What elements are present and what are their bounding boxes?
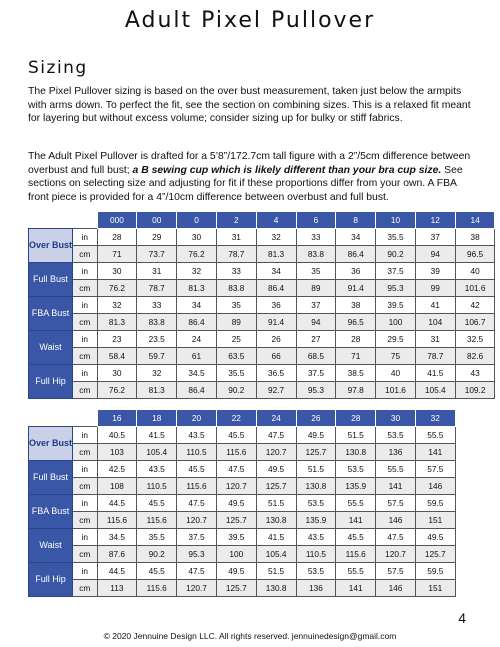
measurement-value: 32 [256, 229, 296, 246]
table-row [29, 229, 495, 246]
size-header: 24 [256, 410, 296, 427]
measurement-value: 99 [415, 280, 455, 297]
measurement-value: 34.5 [177, 365, 217, 382]
size-header: 000 [97, 212, 137, 229]
table-row [29, 546, 456, 563]
size-header: 6 [296, 212, 336, 229]
measurement-value: 47.5 [376, 529, 416, 546]
size-header: 12 [415, 212, 455, 229]
measurement-value: 35.5 [376, 229, 416, 246]
measurement-value: 47.5 [256, 427, 296, 444]
unit-label: cm [73, 246, 98, 263]
measurement-value: 136 [296, 580, 336, 597]
size-header: 16 [97, 410, 137, 427]
measurement-label: Waist [29, 331, 73, 365]
unit-label: in [73, 563, 98, 580]
measurement-value: 125.7 [216, 580, 256, 597]
measurement-value: 106.7 [455, 314, 495, 331]
measurement-value: 36 [256, 297, 296, 314]
measurement-value: 89 [216, 314, 256, 331]
measurement-value: 120.7 [177, 580, 217, 597]
measurement-value: 83.8 [216, 280, 256, 297]
measurement-value: 81.3 [137, 382, 177, 399]
measurement-value: 43.5 [296, 529, 336, 546]
measurement-value: 45.5 [137, 495, 177, 512]
measurement-value: 43.5 [137, 461, 177, 478]
sizing-intro-paragraph: The Pixel Pullover sizing is based on the over bust measurement, taken just below the armpits with arms down. To perfect the fit, see the section on combining sizes. This is a relaxed fit meant for layering but without excess volume; consider sizing up for bulky or stiff fabrics. [28, 86, 471, 125]
measurement-value: 47.5 [177, 563, 217, 580]
measurement-value: 40 [376, 365, 416, 382]
measurement-value: 41.5 [137, 427, 177, 444]
unit-label: in [73, 263, 98, 280]
measurement-value: 146 [415, 478, 455, 495]
table-row [29, 348, 495, 365]
measurement-value: 100 [216, 546, 256, 563]
measurement-value: 43 [455, 365, 495, 382]
table-row [29, 246, 495, 263]
measurement-label: Over Bust [29, 229, 73, 263]
measurement-value: 105.4 [256, 546, 296, 563]
measurement-value: 53.5 [296, 563, 336, 580]
measurement-value: 86.4 [177, 382, 217, 399]
measurement-value: 86.4 [256, 280, 296, 297]
measurement-value: 115.6 [336, 546, 376, 563]
measurement-value: 120.7 [177, 512, 217, 529]
measurement-value: 49.5 [415, 529, 455, 546]
measurement-value: 37 [415, 229, 455, 246]
measurement-value: 120.7 [256, 444, 296, 461]
page-title: Adult Pixel Pullover [124, 8, 376, 33]
size-chart-large [28, 409, 456, 597]
measurement-value: 66 [256, 348, 296, 365]
drafting-text-end: See sections on selecting size and adjusting for fit if these proportions differ from your own. A FBA front piece is provided for a 4”/10cm difference between overbust and full bust. [28, 164, 463, 203]
measurement-value: 57.5 [376, 495, 416, 512]
measurement-value: 59.5 [415, 563, 455, 580]
measurement-value: 135.9 [336, 478, 376, 495]
measurement-value: 115.6 [216, 444, 256, 461]
measurement-label: Over Bust [29, 427, 73, 461]
measurement-value: 57.5 [415, 461, 455, 478]
measurement-value: 51.5 [296, 461, 336, 478]
measurement-label: Full Hip [29, 563, 73, 597]
measurement-value: 135.9 [296, 512, 336, 529]
measurement-value: 44.5 [97, 495, 137, 512]
header-spacer [29, 410, 73, 427]
section-heading: Sizing [28, 58, 88, 78]
measurement-value: 94 [296, 314, 336, 331]
measurement-label: Full Hip [29, 365, 73, 399]
measurement-value: 29 [137, 229, 177, 246]
unit-label: cm [73, 580, 98, 597]
measurement-value: 90.2 [216, 382, 256, 399]
table-row [29, 580, 456, 597]
drafting-text-start: The Adult Pixel Pullover is drafted for a 5’8”/172.7cm tall figure with a 2”/5cm difference between overbust and full bust; [28, 151, 471, 176]
size-header-row [29, 212, 495, 229]
measurement-value: 31 [415, 331, 455, 348]
unit-label: in [73, 331, 98, 348]
measurement-value: 59.5 [415, 495, 455, 512]
measurement-value: 83.8 [296, 246, 336, 263]
header-spacer [73, 410, 98, 427]
table-row [29, 382, 495, 399]
measurement-value: 113 [97, 580, 137, 597]
size-chart-small [28, 211, 495, 399]
measurement-value: 29.5 [376, 331, 416, 348]
unit-label: in [73, 427, 98, 444]
measurement-value: 42 [455, 297, 495, 314]
measurement-value: 49.5 [216, 563, 256, 580]
measurement-value: 35.5 [137, 529, 177, 546]
measurement-value: 90.2 [137, 546, 177, 563]
measurement-value: 96.5 [455, 246, 495, 263]
measurement-value: 26 [256, 331, 296, 348]
measurement-value: 33 [216, 263, 256, 280]
table-row [29, 280, 495, 297]
measurement-value: 38 [336, 297, 376, 314]
measurement-value: 41 [415, 297, 455, 314]
unit-label: cm [73, 444, 98, 461]
measurement-value: 33 [296, 229, 336, 246]
size-header: 10 [376, 212, 416, 229]
measurement-value: 94 [415, 246, 455, 263]
size-header: 18 [137, 410, 177, 427]
measurement-value: 47.5 [177, 495, 217, 512]
measurement-value: 49.5 [216, 495, 256, 512]
measurement-value: 82.6 [455, 348, 495, 365]
size-header: 22 [216, 410, 256, 427]
measurement-value: 83.8 [137, 314, 177, 331]
measurement-value: 78.7 [415, 348, 455, 365]
measurement-value: 57.5 [376, 563, 416, 580]
measurement-value: 115.6 [177, 478, 217, 495]
measurement-value: 28 [336, 331, 376, 348]
unit-label: in [73, 461, 98, 478]
measurement-value: 55.5 [415, 427, 455, 444]
measurement-value: 24 [177, 331, 217, 348]
measurement-value: 34 [177, 297, 217, 314]
unit-label: cm [73, 348, 98, 365]
measurement-value: 90.2 [376, 246, 416, 263]
unit-label: cm [73, 382, 98, 399]
measurement-value: 23.5 [137, 331, 177, 348]
size-header: 8 [336, 212, 376, 229]
measurement-value: 37.5 [296, 365, 336, 382]
measurement-value: 34 [336, 229, 376, 246]
measurement-value: 130.8 [256, 580, 296, 597]
measurement-value: 115.6 [137, 580, 177, 597]
measurement-value: 51.5 [256, 495, 296, 512]
table-row [29, 529, 456, 546]
measurement-value: 36.5 [256, 365, 296, 382]
measurement-value: 87.6 [97, 546, 137, 563]
measurement-value: 30 [97, 365, 137, 382]
measurement-value: 49.5 [296, 427, 336, 444]
measurement-value: 34.5 [97, 529, 137, 546]
header-spacer [29, 212, 73, 229]
measurement-value: 71 [97, 246, 137, 263]
measurement-value: 42.5 [97, 461, 137, 478]
measurement-value: 31 [216, 229, 256, 246]
measurement-value: 97.8 [336, 382, 376, 399]
measurement-value: 51.5 [336, 427, 376, 444]
unit-label: cm [73, 546, 98, 563]
measurement-value: 89 [296, 280, 336, 297]
measurement-value: 136 [376, 444, 416, 461]
measurement-value: 146 [376, 512, 416, 529]
measurement-value: 35.5 [216, 365, 256, 382]
measurement-value: 32 [97, 297, 137, 314]
measurement-value: 110.5 [137, 478, 177, 495]
measurement-value: 141 [415, 444, 455, 461]
measurement-value: 32.5 [455, 331, 495, 348]
measurement-value: 40 [455, 263, 495, 280]
measurement-value: 49.5 [256, 461, 296, 478]
measurement-value: 146 [376, 580, 416, 597]
measurement-value: 95.3 [296, 382, 336, 399]
measurement-value: 45.5 [177, 461, 217, 478]
drafting-paragraph [28, 150, 474, 204]
measurement-value: 34 [256, 263, 296, 280]
measurement-value: 125.7 [216, 512, 256, 529]
unit-label: in [73, 495, 98, 512]
measurement-value: 91.4 [256, 314, 296, 331]
measurement-value: 110.5 [177, 444, 217, 461]
measurement-value: 58.4 [97, 348, 137, 365]
measurement-value: 96.5 [336, 314, 376, 331]
measurement-value: 105.4 [137, 444, 177, 461]
unit-label: in [73, 297, 98, 314]
measurement-value: 28 [97, 229, 137, 246]
measurement-value: 103 [97, 444, 137, 461]
size-header: 00 [137, 212, 177, 229]
measurement-value: 109.2 [455, 382, 495, 399]
measurement-value: 38 [455, 229, 495, 246]
table-row [29, 444, 456, 461]
footer-copyright: © 2020 Jennuine Design LLC. All rights reserved. jennuinedesign@gmail.com [103, 631, 397, 641]
measurement-value: 37.5 [177, 529, 217, 546]
measurement-value: 104 [415, 314, 455, 331]
measurement-value: 125.7 [256, 478, 296, 495]
measurement-value: 53.5 [376, 427, 416, 444]
measurement-value: 40.5 [97, 427, 137, 444]
measurement-value: 35 [216, 297, 256, 314]
measurement-value: 115.6 [137, 512, 177, 529]
measurement-value: 101.6 [455, 280, 495, 297]
measurement-value: 32 [137, 365, 177, 382]
measurement-value: 100 [376, 314, 416, 331]
measurement-value: 38.5 [336, 365, 376, 382]
measurement-value: 115.6 [97, 512, 137, 529]
unit-label: in [73, 529, 98, 546]
table-row [29, 263, 495, 280]
measurement-value: 33 [137, 297, 177, 314]
measurement-label: Full Bust [29, 461, 73, 495]
measurement-value: 44.5 [97, 563, 137, 580]
size-header: 20 [177, 410, 217, 427]
measurement-value: 53.5 [296, 495, 336, 512]
measurement-value: 81.3 [177, 280, 217, 297]
table-row [29, 478, 456, 495]
measurement-value: 108 [97, 478, 137, 495]
cup-size-note: a B sewing cup which is likely different than your bra cup size. [132, 164, 442, 176]
size-header: 30 [376, 410, 416, 427]
measurement-value: 120.7 [216, 478, 256, 495]
measurement-value: 141 [336, 512, 376, 529]
unit-label: cm [73, 478, 98, 495]
measurement-value: 101.6 [376, 382, 416, 399]
measurement-value: 35 [296, 263, 336, 280]
measurement-label: FBA Bust [29, 297, 73, 331]
measurement-value: 55.5 [336, 563, 376, 580]
table-row [29, 331, 495, 348]
measurement-value: 30 [177, 229, 217, 246]
measurement-value: 78.7 [216, 246, 256, 263]
measurement-value: 63.5 [216, 348, 256, 365]
measurement-value: 51.5 [256, 563, 296, 580]
measurement-value: 59.7 [137, 348, 177, 365]
measurement-value: 25 [216, 331, 256, 348]
measurement-value: 41.5 [256, 529, 296, 546]
measurement-value: 91.4 [336, 280, 376, 297]
table-row [29, 512, 456, 529]
measurement-value: 125.7 [415, 546, 455, 563]
unit-label: cm [73, 314, 98, 331]
size-header: 26 [296, 410, 336, 427]
measurement-value: 41.5 [415, 365, 455, 382]
measurement-value: 76.2 [177, 246, 217, 263]
size-header: 4 [256, 212, 296, 229]
size-header-row [29, 410, 456, 427]
measurement-value: 105.4 [415, 382, 455, 399]
measurement-value: 37 [296, 297, 336, 314]
measurement-value: 73.7 [137, 246, 177, 263]
measurement-value: 151 [415, 580, 455, 597]
table-row [29, 563, 456, 580]
measurement-value: 55.5 [336, 495, 376, 512]
measurement-value: 141 [376, 478, 416, 495]
table-row [29, 495, 456, 512]
measurement-value: 43.5 [177, 427, 217, 444]
measurement-value: 92.7 [256, 382, 296, 399]
measurement-label: Waist [29, 529, 73, 563]
measurement-value: 45.5 [336, 529, 376, 546]
measurement-value: 68.5 [296, 348, 336, 365]
table-row [29, 297, 495, 314]
measurement-value: 30 [97, 263, 137, 280]
measurement-value: 23 [97, 331, 137, 348]
size-header: 28 [336, 410, 376, 427]
table-row [29, 365, 495, 382]
unit-label: in [73, 365, 98, 382]
size-header: 2 [216, 212, 256, 229]
measurement-value: 45.5 [137, 563, 177, 580]
measurement-value: 37.5 [376, 263, 416, 280]
measurement-value: 130.8 [336, 444, 376, 461]
measurement-value: 95.3 [376, 280, 416, 297]
measurement-value: 55.5 [376, 461, 416, 478]
measurement-value: 75 [376, 348, 416, 365]
measurement-value: 36 [336, 263, 376, 280]
measurement-value: 151 [415, 512, 455, 529]
measurement-value: 125.7 [296, 444, 336, 461]
measurement-value: 32 [177, 263, 217, 280]
measurement-label: FBA Bust [29, 495, 73, 529]
header-spacer [73, 212, 98, 229]
table-row [29, 314, 495, 331]
measurement-value: 86.4 [177, 314, 217, 331]
measurement-value: 61 [177, 348, 217, 365]
size-header: 32 [415, 410, 455, 427]
measurement-value: 76.2 [97, 382, 137, 399]
measurement-value: 45.5 [216, 427, 256, 444]
measurement-value: 81.3 [256, 246, 296, 263]
measurement-value: 39.5 [376, 297, 416, 314]
unit-label: cm [73, 280, 98, 297]
measurement-value: 81.3 [97, 314, 137, 331]
unit-label: in [73, 229, 98, 246]
table-row [29, 461, 456, 478]
measurement-value: 110.5 [296, 546, 336, 563]
measurement-value: 78.7 [137, 280, 177, 297]
measurement-value: 27 [296, 331, 336, 348]
table-row [29, 427, 456, 444]
measurement-label: Full Bust [29, 263, 73, 297]
measurement-value: 130.8 [296, 478, 336, 495]
unit-label: cm [73, 512, 98, 529]
measurement-value: 53.5 [336, 461, 376, 478]
measurement-value: 39 [415, 263, 455, 280]
measurement-value: 86.4 [336, 246, 376, 263]
measurement-value: 39.5 [216, 529, 256, 546]
measurement-value: 130.8 [256, 512, 296, 529]
size-header: 14 [455, 212, 495, 229]
measurement-value: 120.7 [376, 546, 416, 563]
measurement-value: 47.5 [216, 461, 256, 478]
measurement-value: 141 [336, 580, 376, 597]
measurement-value: 31 [137, 263, 177, 280]
measurement-value: 95.3 [177, 546, 217, 563]
measurement-value: 76.2 [97, 280, 137, 297]
page-number: 4 [458, 610, 466, 626]
size-header: 0 [177, 212, 217, 229]
measurement-value: 71 [336, 348, 376, 365]
